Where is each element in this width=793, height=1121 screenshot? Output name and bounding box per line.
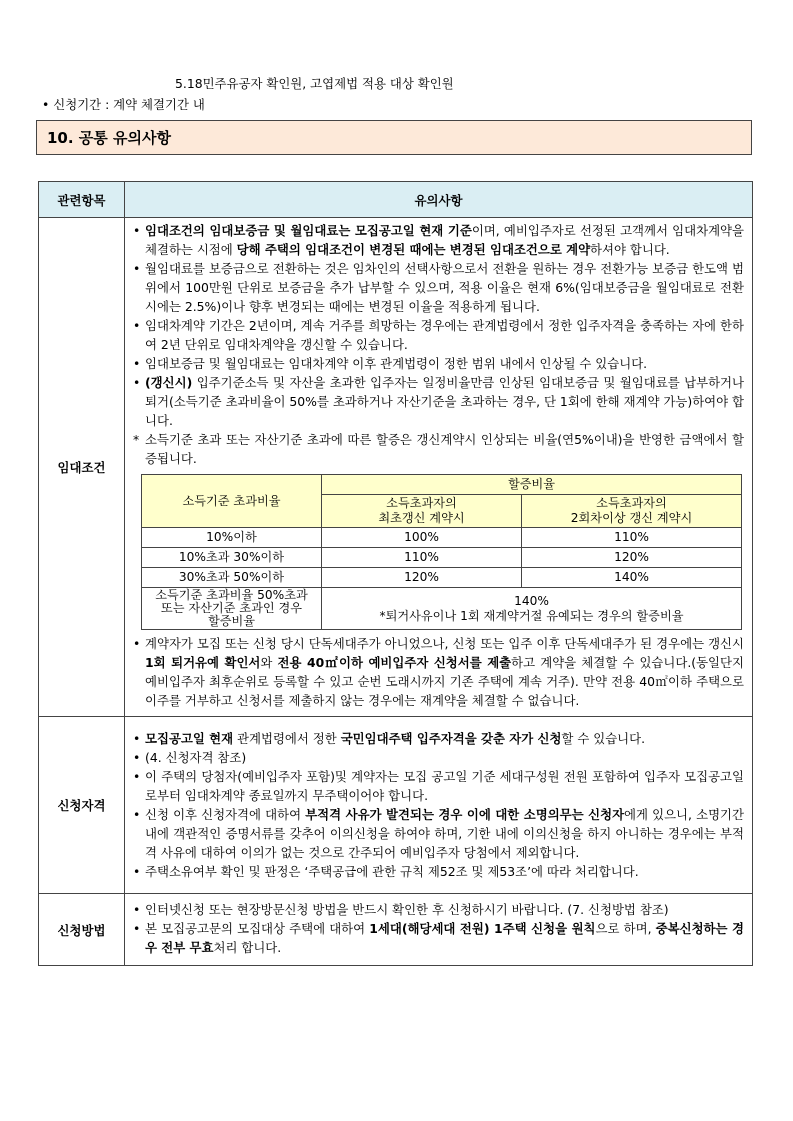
surcharge-col1-header: 소득기준 초과비율	[142, 475, 322, 528]
surcharge-cell: 110%	[522, 528, 742, 548]
notice-table	[38, 181, 753, 966]
top-line-2	[42, 95, 205, 113]
list-item: • 이 주택의 당첨자(예비입주자 포함)및 계약자는 모집 공고일 기준 세대구성원 전원 포함하여 입주자 모집공고일로부터 임대차계약 종료일까지 무주택이어야 합니다.	[133, 767, 744, 805]
surcharge-cell: 120%	[522, 548, 742, 568]
surcharge-last-value: 140%	[514, 593, 549, 608]
list-item: • 임대조건의 임대보증금 및 월임대료는 모집공고일 현재 기준이며, 예비입주자로 선정된 고객께서 임대차계약을 체결하는 시점에 당해 주택의 임대조건이 변경된 때에는 변경된 임대조건으로 계약하셔야 합니다.	[133, 221, 744, 259]
category-lease-terms: 임대조건	[39, 218, 125, 717]
list-item: • 주택소유여부 확인 및 판정은 ‘주택공급에 관한 규칙 제52조 및 제53조’에 따라 처리합니다.	[133, 862, 744, 881]
surcharge-cell: 30%초과 50%이하	[142, 568, 322, 588]
surcharge-cell: 10%이하	[142, 528, 322, 548]
table-row	[142, 568, 742, 588]
notes-cell	[125, 717, 753, 894]
surcharge-cell: 140%	[522, 568, 742, 588]
surcharge-header-row	[142, 475, 742, 495]
list-item: • 월임대료를 보증금으로 전환하는 것은 임차인의 선택사항으로서 전환을 원하는 경우 전환가능 보증금 한도액 범위에서 100만원 단위로 보증금을 추가 납부할 수 있으며, 적용 이율은 현재 6%(임대보증금을 월임대료로 전환시에는 2.5%)이나 향후 변경되는 때에는 변경된 이율을 적용하게 됩니다.	[133, 259, 744, 316]
surcharge-last-note: *퇴거사유이나 1회 재계약거절 유예되는 경우의 할증비율	[379, 608, 684, 623]
list-item-plain: • (4. 신청자격 참조)	[133, 748, 744, 767]
bullet: •	[42, 97, 54, 112]
list-item: • (갱신시) 입주기준소득 및 자산을 초과한 입주자는 일정비율만큼 인상된 임대보증금 및 월임대료를 납부하거나 퇴거(소득기준 초과비율이 50%를 초과하거나 자산기준을 초과하는 경우, 단 1회에 한해 재계약 가능)하여야 합니다.	[133, 373, 744, 430]
list-item: • 계약자가 모집 또는 신청 당시 단독세대주가 아니었으나, 신청 또는 입주 이후 단독세대주가 된 경우에는 갱신시 1회 퇴거유예 확인서와 전용 40㎡이하 예비입주자 신청서를 제출하고 계약을 체결할 수 있습니다.(동일단지 예비입주자 최후순위로 등록할 수 있고 순번 도래시까지 기존 주택에 계속 거주). 만약 전용 40㎡이하 주택으로 이주를 거부하고 신청서를 제출하지 않는 경우에는 재계약을 체결할 수 없습니다.	[133, 634, 744, 710]
list-item: * 소득기준 초과 또는 자산기준 초과에 따른 할증은 갱신계약시 인상되는 비율(연5%이내)을 반영한 금액에서 할증됩니다.	[133, 430, 744, 468]
surcharge-cell: 100%	[322, 528, 522, 548]
table-row	[39, 218, 753, 717]
surcharge-last-value-cell	[322, 588, 742, 630]
list-item: • 모집공고일 현재 관계법령에서 정한 국민임대주택 입주자격을 갖춘 자가 신청할 수 있습니다.	[133, 729, 744, 748]
notes-list	[133, 221, 744, 468]
table-row	[39, 717, 753, 894]
notes-list	[133, 634, 744, 710]
top-line-1: 5.18민주유공자 확인원, 고엽제법 적용 대상 확인원	[175, 76, 454, 91]
header-notes: 유의사항	[125, 182, 753, 218]
surcharge-cell: 120%	[322, 568, 522, 588]
list-item: • 본 모집공고문의 모집대상 주택에 대하여 1세대(해당세대 전원) 1주택 신청을 원칙으로 하며, 중복신청하는 경우 전부 무효처리 합니다.	[133, 919, 744, 957]
notes-list	[133, 900, 744, 957]
table-header-row	[39, 182, 753, 218]
list-item: • 신청 이후 신청자격에 대하여 부적격 사유가 발견되는 경우 이에 대한 소명의무는 신청자에게 있으니, 소명기간 내에 객관적인 증명서류를 갖추어 이의신청을 하여야 하며, 기한 내에 이의신청을 하지 아니하는 경우에는 부적격 사유에 대하여 이의가 없는 것으로 간주되어 예비입주자 당첨에서 제외합니다.	[133, 805, 744, 862]
category-application-method: 신청방법	[39, 894, 125, 966]
category-eligibility: 신청자격	[39, 717, 125, 894]
surcharge-group-header: 할증비율	[322, 475, 742, 495]
notes-list	[133, 729, 744, 881]
table-row	[39, 894, 753, 966]
surcharge-cell: 10%초과 30%이하	[142, 548, 322, 568]
table-row	[142, 528, 742, 548]
list-item: • 임대차계약 기간은 2년이며, 계속 거주를 희망하는 경우에는 관계법령에서 정한 입주자격을 충족하는 자에 한하여 2년 단위로 임대차계약을 갱신할 수 있습니다.	[133, 316, 744, 354]
surcharge-col2-header: 소득초과자의 최초갱신 계약시	[322, 495, 522, 528]
list-item: • 인터넷신청 또는 현장방문신청 방법을 반드시 확인한 후 신청하시기 바랍니다. (7. 신청방법 참조)	[133, 900, 744, 919]
surcharge-last-label: 소득기준 초과비율 50%초과 또는 자산기준 초과인 경우 할증비율	[142, 588, 322, 630]
application-period: 신청기간 : 계약 체결기간 내	[53, 97, 205, 112]
notes-cell	[125, 894, 753, 966]
notes-cell	[125, 218, 753, 717]
header-category: 관련항목	[39, 182, 125, 218]
list-item: • 임대보증금 및 월임대료는 임대차계약 이후 관계법령이 정한 범위 내에서 인상될 수 있습니다.	[133, 354, 744, 373]
surcharge-table	[141, 474, 742, 630]
table-row	[142, 588, 742, 630]
surcharge-cell: 110%	[322, 548, 522, 568]
table-row	[142, 548, 742, 568]
section-title: 10. 공통 유의사항	[36, 120, 752, 155]
surcharge-col3-header: 소득초과자의 2회차이상 갱신 계약시	[522, 495, 742, 528]
